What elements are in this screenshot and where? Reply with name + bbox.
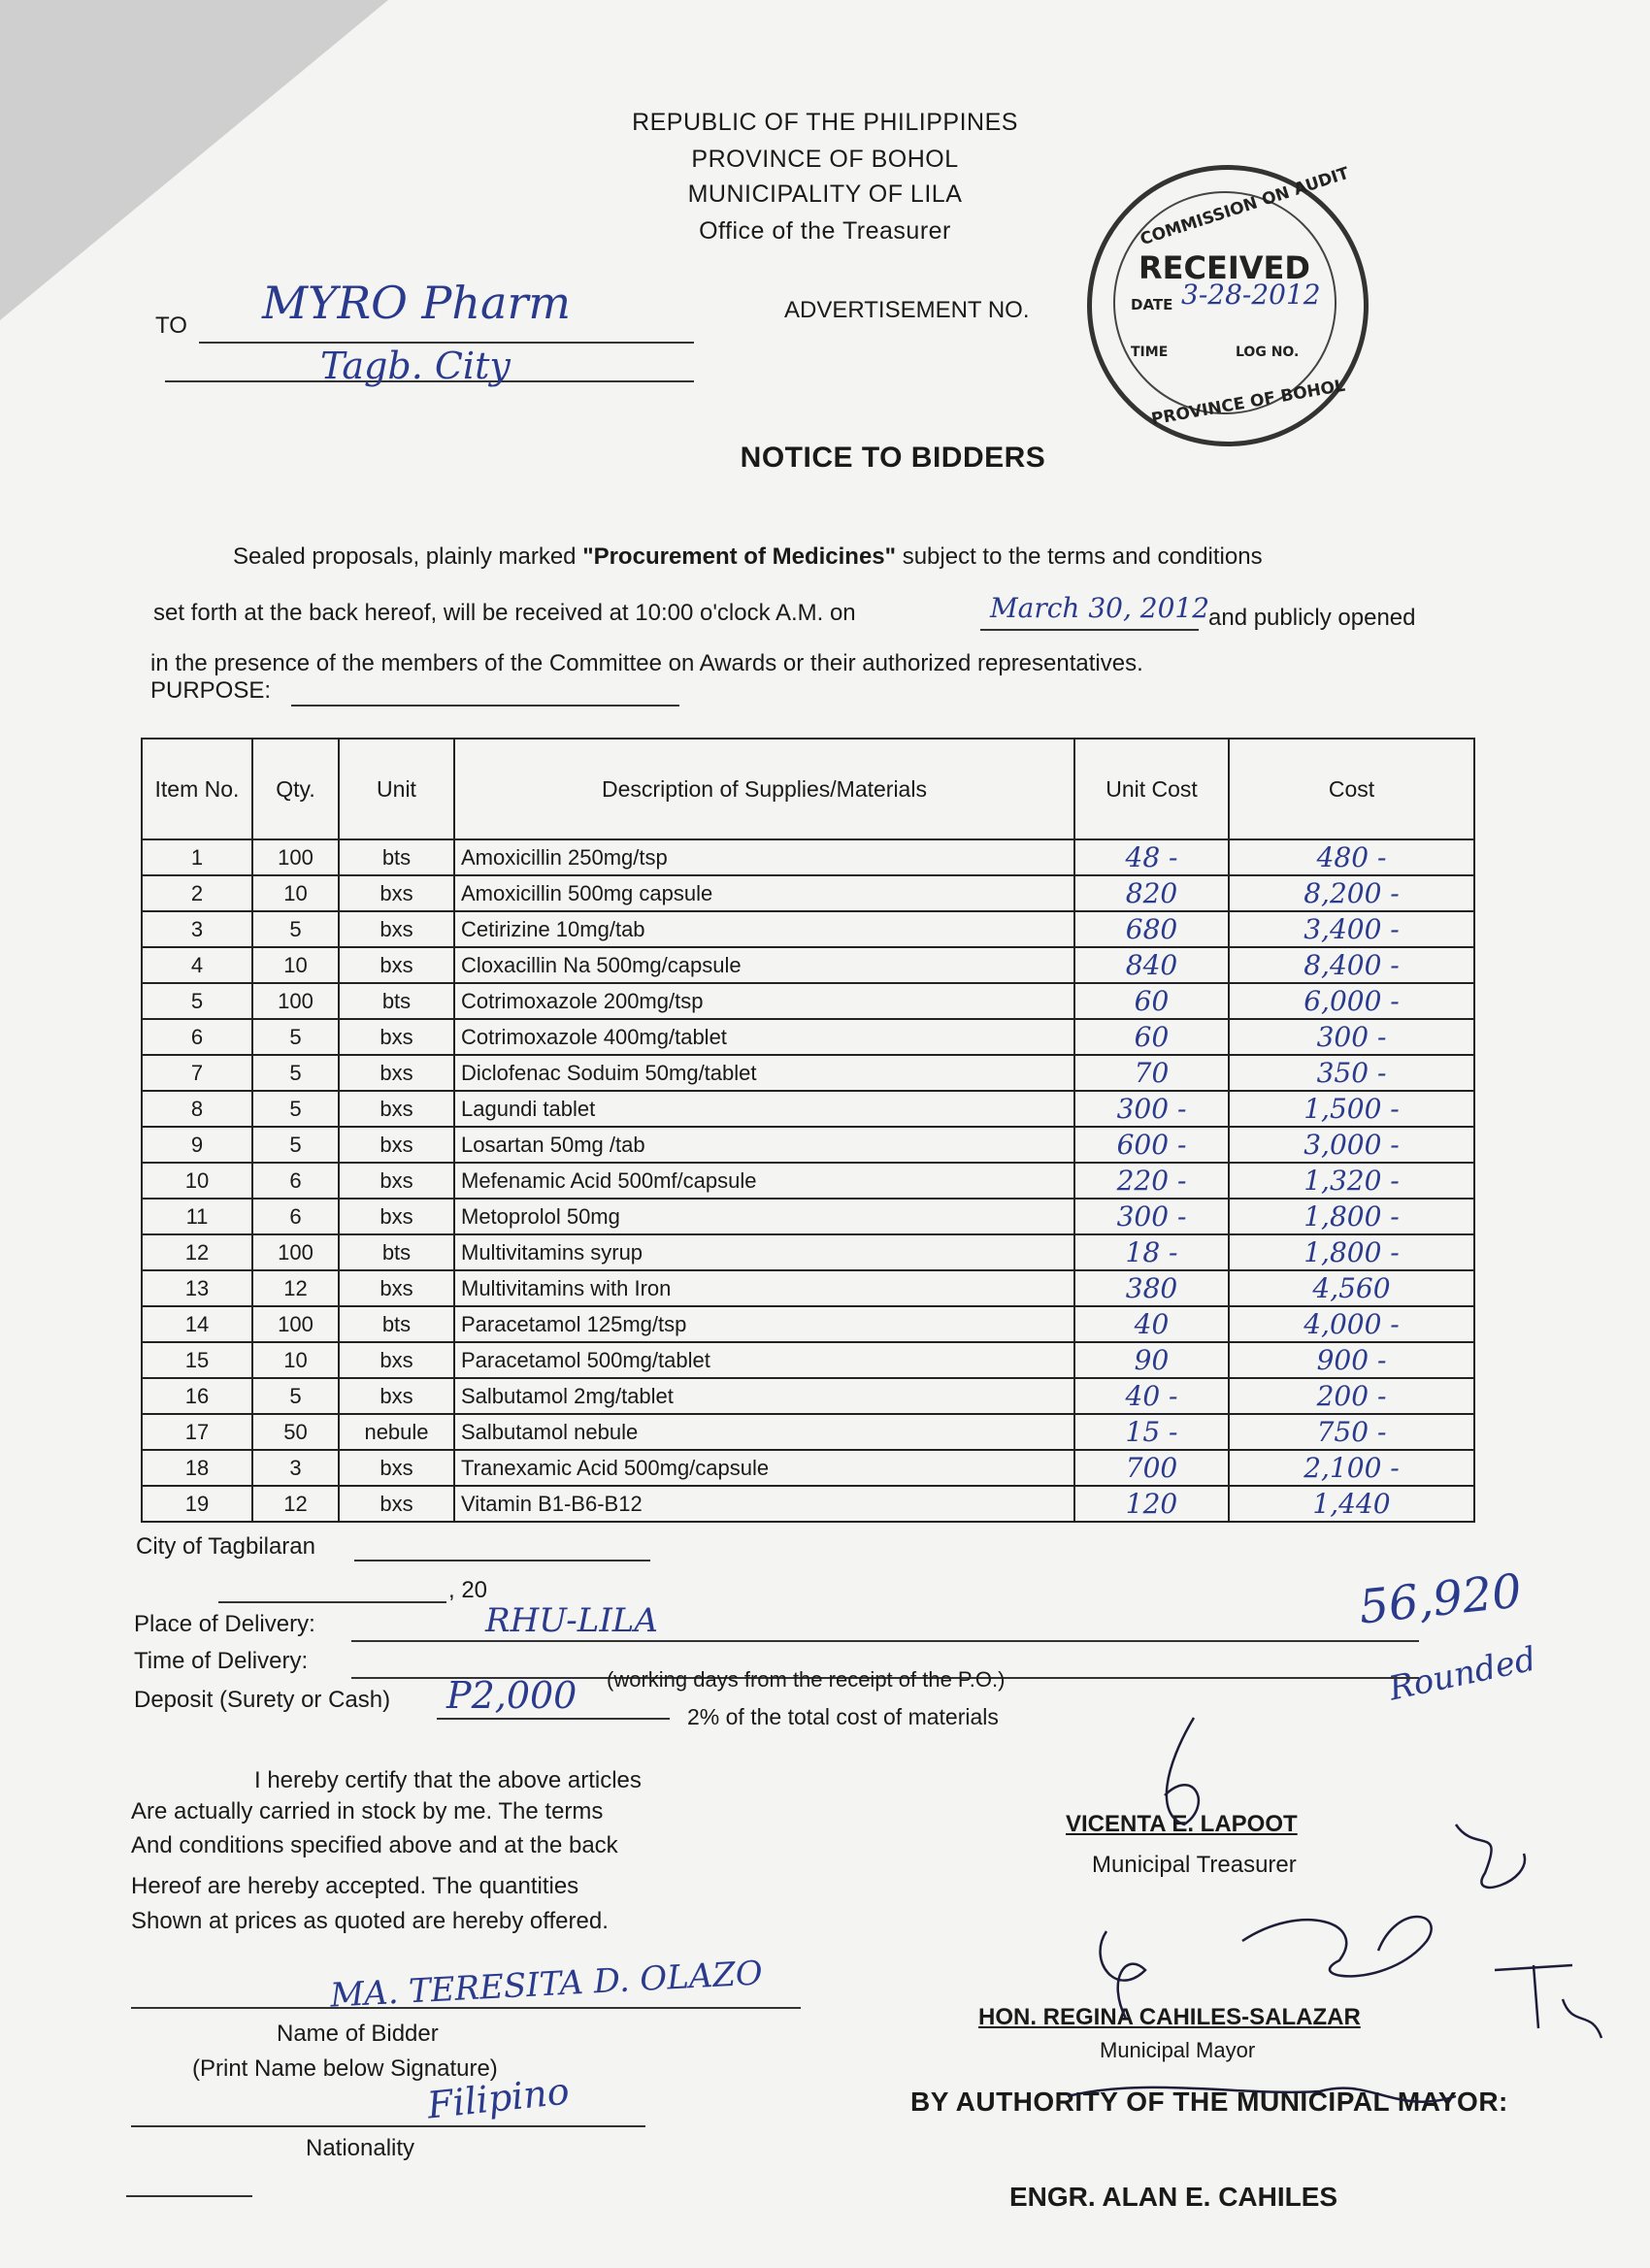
intro-line-2: set forth at the back hereof, will be received at 10:00 o'clock A.M. on bbox=[153, 600, 856, 626]
to-line-1 bbox=[199, 342, 694, 344]
table-row bbox=[142, 1199, 1474, 1234]
cell-item-no: 11 bbox=[142, 1199, 252, 1234]
cell-item-no: 17 bbox=[142, 1414, 252, 1450]
th-item-no: Item No. bbox=[142, 739, 252, 839]
treasurer-title: Municipal Treasurer bbox=[1092, 1852, 1297, 1878]
cell-unit-cost: 220 - bbox=[1074, 1163, 1229, 1199]
cell-qty: 6 bbox=[252, 1199, 339, 1234]
city-line bbox=[354, 1560, 650, 1561]
cell-description: Multivitamins syrup bbox=[454, 1234, 1074, 1270]
header-republic: REPUBLIC OF THE PHILIPPINES bbox=[632, 109, 1018, 136]
header-province: PROVINCE OF BOHOL bbox=[691, 146, 959, 173]
cell-item-no: 13 bbox=[142, 1270, 252, 1306]
deposit-handwritten: P2,000 bbox=[446, 1674, 578, 1717]
cell-unit: bts bbox=[339, 983, 454, 1019]
deposit-line bbox=[437, 1718, 670, 1720]
treasurer-name: VICENTA E. LAPOOT bbox=[1066, 1811, 1298, 1837]
cell-cost: 8,400 - bbox=[1229, 947, 1474, 983]
cell-unit: bxs bbox=[339, 1342, 454, 1378]
cell-unit-cost: 60 bbox=[1074, 1019, 1229, 1055]
cell-unit: bxs bbox=[339, 947, 454, 983]
cell-unit: bxs bbox=[339, 1486, 454, 1522]
cell-unit-cost: 680 bbox=[1074, 911, 1229, 947]
time-of-delivery-label: Time of Delivery: bbox=[134, 1648, 309, 1674]
cell-unit: bxs bbox=[339, 911, 454, 947]
cell-unit: bxs bbox=[339, 1019, 454, 1055]
table-row bbox=[142, 1306, 1474, 1342]
cell-qty: 3 bbox=[252, 1450, 339, 1486]
cell-unit-cost: 40 bbox=[1074, 1306, 1229, 1342]
intro-part1: Sealed proposals, plainly marked bbox=[233, 543, 583, 570]
intro-bold: "Procurement of Medicines" bbox=[582, 543, 897, 570]
cell-description: Diclofenac Soduim 50mg/tablet bbox=[454, 1055, 1074, 1091]
to-handwritten-name: MYRO Pharm bbox=[262, 277, 572, 329]
cell-cost: 3,000 - bbox=[1229, 1127, 1474, 1163]
cell-item-no: 9 bbox=[142, 1127, 252, 1163]
place-of-delivery-label: Place of Delivery: bbox=[134, 1611, 315, 1637]
cell-item-no: 18 bbox=[142, 1450, 252, 1486]
date-line bbox=[980, 629, 1199, 631]
to-label: TO bbox=[155, 312, 187, 339]
cell-cost: 750 - bbox=[1229, 1414, 1474, 1450]
cell-description: Paracetamol 125mg/tsp bbox=[454, 1306, 1074, 1342]
cell-item-no: 7 bbox=[142, 1055, 252, 1091]
signatures bbox=[1048, 1708, 1631, 2116]
cell-item-no: 10 bbox=[142, 1163, 252, 1199]
cell-unit: bxs bbox=[339, 1450, 454, 1486]
table-row bbox=[142, 1091, 1474, 1127]
mayor-title: Municipal Mayor bbox=[1100, 2038, 1256, 2062]
table-row bbox=[142, 1450, 1474, 1486]
cell-item-no: 12 bbox=[142, 1234, 252, 1270]
th-qty: Qty. bbox=[252, 739, 339, 839]
working-days-note: (working days from the receipt of the P.O.) bbox=[607, 1667, 1006, 1692]
cell-unit: bts bbox=[339, 1234, 454, 1270]
date-year-line bbox=[218, 1601, 446, 1603]
cell-unit-cost: 18 - bbox=[1074, 1234, 1229, 1270]
cell-description: Cotrimoxazole 400mg/tablet bbox=[454, 1019, 1074, 1055]
cell-unit-cost: 820 bbox=[1074, 875, 1229, 911]
nationality-handwritten: Filipino bbox=[425, 2069, 572, 2127]
deposit-label: Deposit (Surety or Cash) bbox=[134, 1687, 391, 1713]
cell-cost: 1,800 - bbox=[1229, 1199, 1474, 1234]
certify-line-4: Hereof are hereby accepted. The quantities bbox=[131, 1873, 579, 1899]
signature-engr bbox=[1068, 2087, 1456, 2102]
table-row bbox=[142, 1127, 1474, 1163]
th-unit-cost: Unit Cost bbox=[1074, 739, 1229, 839]
table-row bbox=[142, 1019, 1474, 1055]
bidder-handwritten: MA. TERESITA D. OLAZO bbox=[329, 1954, 764, 2016]
table-row bbox=[142, 1055, 1474, 1091]
cell-item-no: 19 bbox=[142, 1486, 252, 1522]
total-handwritten: 56,920 bbox=[1356, 1563, 1525, 1635]
mayor-name: HON. REGINA CAHILES-SALAZAR bbox=[978, 2004, 1361, 2030]
cell-cost: 1,440 bbox=[1229, 1486, 1474, 1522]
table-row bbox=[142, 1163, 1474, 1199]
cell-unit: bxs bbox=[339, 1055, 454, 1091]
cell-unit-cost: 700 bbox=[1074, 1450, 1229, 1486]
cell-unit: bxs bbox=[339, 1163, 454, 1199]
cell-qty: 10 bbox=[252, 875, 339, 911]
cell-qty: 100 bbox=[252, 983, 339, 1019]
year-label: , 20 bbox=[448, 1577, 488, 1603]
engr-name: ENGR. ALAN E. CAHILES bbox=[1009, 2182, 1338, 2207]
cell-unit: bxs bbox=[339, 1270, 454, 1306]
cell-qty: 6 bbox=[252, 1163, 339, 1199]
cell-cost: 480 - bbox=[1229, 839, 1474, 875]
table-row bbox=[142, 1270, 1474, 1306]
percent-note: 2% of the total cost of materials bbox=[687, 1704, 999, 1729]
certify-line-3: And conditions specified above and at the back bbox=[131, 1832, 618, 1858]
cell-cost: 8,200 - bbox=[1229, 875, 1474, 911]
stamp-date-value: 3-28-2012 bbox=[1181, 279, 1321, 311]
cell-item-no: 15 bbox=[142, 1342, 252, 1378]
cell-qty: 5 bbox=[252, 1127, 339, 1163]
cell-unit-cost: 15 - bbox=[1074, 1414, 1229, 1450]
table-row bbox=[142, 947, 1474, 983]
intro-line-3: in the presence of the members of the Committee on Awards or their authorized representatives. bbox=[150, 650, 1143, 676]
table-row bbox=[142, 983, 1474, 1019]
table-row bbox=[142, 875, 1474, 911]
intro-line-2-end: and publicly opened bbox=[1208, 605, 1416, 631]
cell-unit: nebule bbox=[339, 1414, 454, 1450]
cell-qty: 10 bbox=[252, 1342, 339, 1378]
purpose-line bbox=[291, 705, 679, 707]
cell-description: Amoxicillin 250mg/tsp bbox=[454, 839, 1074, 875]
city-label: City of Tagbilaran bbox=[136, 1533, 315, 1560]
cell-unit-cost: 300 - bbox=[1074, 1199, 1229, 1234]
cell-item-no: 2 bbox=[142, 875, 252, 911]
page-title: NOTICE TO BIDDERS bbox=[740, 442, 1046, 474]
signature-treasurer bbox=[1165, 1718, 1199, 1824]
signature-t-mark bbox=[1495, 1965, 1572, 2028]
table-row bbox=[142, 1234, 1474, 1270]
signature-right-1 bbox=[1456, 1824, 1525, 1888]
cell-description: Salbutamol 2mg/tablet bbox=[454, 1378, 1074, 1414]
cell-qty: 100 bbox=[252, 1234, 339, 1270]
cell-item-no: 4 bbox=[142, 947, 252, 983]
nationality-line bbox=[131, 2125, 645, 2127]
cell-description: Amoxicillin 500mg capsule bbox=[454, 875, 1074, 911]
header-municipality: MUNICIPALITY OF LILA bbox=[687, 181, 963, 208]
cell-qty: 5 bbox=[252, 911, 339, 947]
received-stamp bbox=[1087, 165, 1369, 446]
cell-item-no: 3 bbox=[142, 911, 252, 947]
cell-item-no: 16 bbox=[142, 1378, 252, 1414]
stamp-time-label: TIME bbox=[1131, 345, 1169, 360]
items-table bbox=[141, 738, 1475, 1523]
cell-unit-cost: 60 bbox=[1074, 983, 1229, 1019]
table-row bbox=[142, 1486, 1474, 1522]
bottom-short-line bbox=[126, 2195, 252, 2197]
table-row bbox=[142, 839, 1474, 875]
cell-cost: 350 - bbox=[1229, 1055, 1474, 1091]
cell-qty: 5 bbox=[252, 1019, 339, 1055]
cell-description: Tranexamic Acid 500mg/capsule bbox=[454, 1450, 1074, 1486]
cell-qty: 10 bbox=[252, 947, 339, 983]
header-office: Office of the Treasurer bbox=[699, 217, 951, 245]
cell-qty: 12 bbox=[252, 1270, 339, 1306]
cell-qty: 5 bbox=[252, 1378, 339, 1414]
print-name-label: (Print Name below Signature) bbox=[192, 2055, 498, 2082]
cell-unit-cost: 120 bbox=[1074, 1486, 1229, 1522]
purpose-label: PURPOSE: bbox=[150, 677, 272, 704]
cell-unit-cost: 70 bbox=[1074, 1055, 1229, 1091]
cell-qty: 100 bbox=[252, 1306, 339, 1342]
cell-unit: bxs bbox=[339, 875, 454, 911]
cell-unit: bxs bbox=[339, 1199, 454, 1234]
cell-cost: 4,560 bbox=[1229, 1270, 1474, 1306]
cell-description: Cetirizine 10mg/tab bbox=[454, 911, 1074, 947]
cell-description: Metoprolol 50mg bbox=[454, 1199, 1074, 1234]
bidder-label: Name of Bidder bbox=[277, 2021, 439, 2047]
cell-unit: bxs bbox=[339, 1378, 454, 1414]
cell-item-no: 14 bbox=[142, 1306, 252, 1342]
cell-item-no: 6 bbox=[142, 1019, 252, 1055]
cell-cost: 900 - bbox=[1229, 1342, 1474, 1378]
cell-cost: 300 - bbox=[1229, 1019, 1474, 1055]
table-row bbox=[142, 911, 1474, 947]
signature-left-initial bbox=[1101, 1931, 1145, 2019]
cell-description: Salbutamol nebule bbox=[454, 1414, 1074, 1450]
cell-cost: 3,400 - bbox=[1229, 911, 1474, 947]
stamp-bottom-text: PROVINCE OF BOHOL bbox=[1149, 376, 1347, 430]
table-row bbox=[142, 1378, 1474, 1414]
cell-cost: 6,000 - bbox=[1229, 983, 1474, 1019]
cell-unit-cost: 840 bbox=[1074, 947, 1229, 983]
authority-line: BY AUTHORITY OF THE MUNICIPAL MAYOR: bbox=[910, 2087, 1508, 2117]
cell-unit-cost: 48 - bbox=[1074, 839, 1229, 875]
cell-description: Mefenamic Acid 500mf/capsule bbox=[454, 1163, 1074, 1199]
cell-cost: 200 - bbox=[1229, 1378, 1474, 1414]
cell-unit: bxs bbox=[339, 1127, 454, 1163]
cell-description: Multivitamins with Iron bbox=[454, 1270, 1074, 1306]
cell-unit-cost: 90 bbox=[1074, 1342, 1229, 1378]
th-cost: Cost bbox=[1229, 739, 1474, 839]
cell-unit: bxs bbox=[339, 1091, 454, 1127]
table-row bbox=[142, 1342, 1474, 1378]
th-unit: Unit bbox=[339, 739, 454, 839]
th-description: Description of Supplies/Materials bbox=[454, 739, 1074, 839]
cell-unit-cost: 40 - bbox=[1074, 1378, 1229, 1414]
cell-cost: 1,500 - bbox=[1229, 1091, 1474, 1127]
cell-description: Losartan 50mg /tab bbox=[454, 1127, 1074, 1163]
cell-qty: 100 bbox=[252, 839, 339, 875]
to-handwritten-city: Tagb. City bbox=[320, 345, 511, 387]
cell-item-no: 5 bbox=[142, 983, 252, 1019]
table-header-row bbox=[142, 739, 1474, 839]
cell-unit-cost: 300 - bbox=[1074, 1091, 1229, 1127]
cell-item-no: 1 bbox=[142, 839, 252, 875]
cell-cost: 2,100 - bbox=[1229, 1450, 1474, 1486]
cell-description: Cloxacillin Na 500mg/capsule bbox=[454, 947, 1074, 983]
cell-description: Lagundi tablet bbox=[454, 1091, 1074, 1127]
signature-mayor bbox=[1242, 1917, 1432, 1976]
cell-unit: bts bbox=[339, 839, 454, 875]
stamp-date-label: DATE bbox=[1131, 296, 1173, 313]
cell-cost: 4,000 - bbox=[1229, 1306, 1474, 1342]
place-handwritten: RHU-LILA bbox=[485, 1601, 658, 1640]
stamp-top-text: COMMISSION ON AUDIT bbox=[1138, 163, 1352, 250]
stamp-received: RECEIVED bbox=[1138, 249, 1310, 286]
certify-line-5: Shown at prices as quoted are hereby offered. bbox=[131, 1908, 609, 1934]
signature-initials bbox=[1563, 1999, 1601, 2038]
intro-part2: subject to the terms and conditions bbox=[896, 543, 1263, 570]
certify-line-2: Are actually carried in stock by me. The terms bbox=[131, 1798, 604, 1824]
cell-description: Cotrimoxazole 200mg/tsp bbox=[454, 983, 1074, 1019]
cell-unit-cost: 600 - bbox=[1074, 1127, 1229, 1163]
cell-cost: 1,800 - bbox=[1229, 1234, 1474, 1270]
cell-qty: 5 bbox=[252, 1055, 339, 1091]
place-line bbox=[351, 1640, 1419, 1642]
cell-qty: 50 bbox=[252, 1414, 339, 1450]
advertisement-label: ADVERTISEMENT NO. bbox=[784, 297, 1030, 323]
cell-qty: 5 bbox=[252, 1091, 339, 1127]
cell-unit-cost: 380 bbox=[1074, 1270, 1229, 1306]
cell-unit: bts bbox=[339, 1306, 454, 1342]
cell-description: Vitamin B1-B6-B12 bbox=[454, 1486, 1074, 1522]
cell-item-no: 8 bbox=[142, 1091, 252, 1127]
cell-description: Paracetamol 500mg/tablet bbox=[454, 1342, 1074, 1378]
certify-line-1: I hereby certify that the above articles bbox=[254, 1767, 642, 1793]
rounded-handwritten: Rounded bbox=[1385, 1639, 1539, 1709]
nationality-label: Nationality bbox=[306, 2135, 415, 2161]
intro-line-1 bbox=[233, 545, 1495, 569]
intro-date-hand: March 30, 2012 bbox=[990, 592, 1210, 624]
cell-qty: 12 bbox=[252, 1486, 339, 1522]
table-row bbox=[142, 1414, 1474, 1450]
cell-cost: 1,320 - bbox=[1229, 1163, 1474, 1199]
stamp-log-label: LOG NO. bbox=[1236, 345, 1300, 360]
